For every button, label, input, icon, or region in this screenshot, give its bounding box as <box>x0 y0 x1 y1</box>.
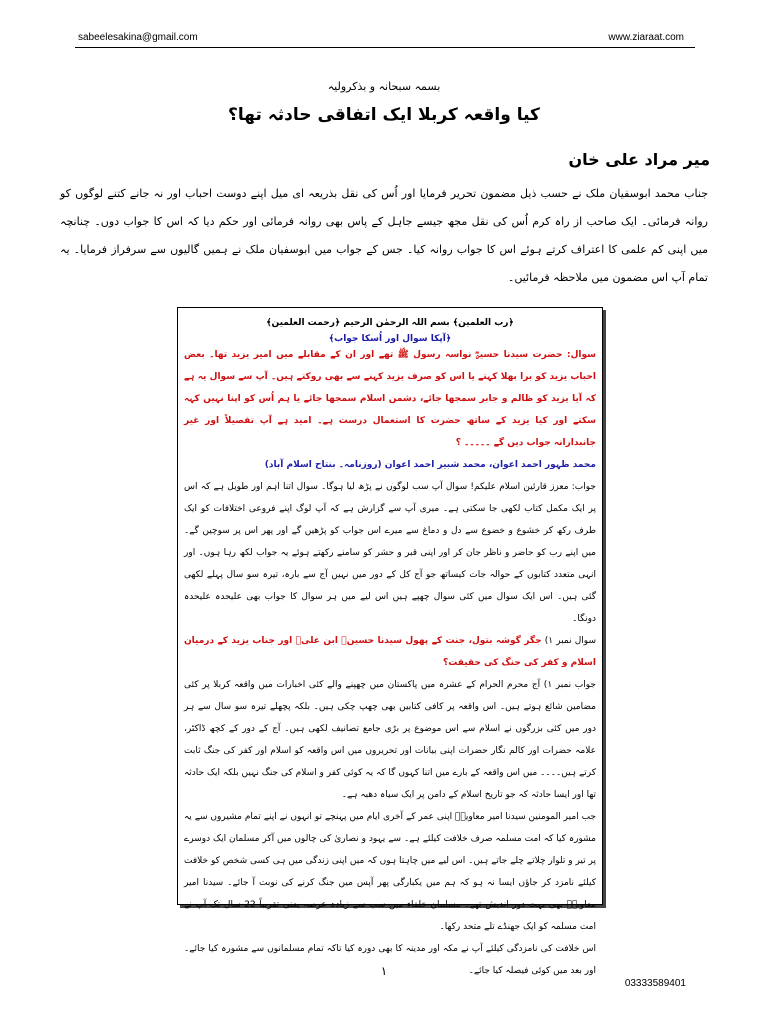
article-sub-bar: ﴿آپکا سوال اور اُسکا جواب﴾ <box>328 334 452 344</box>
question-paragraph: سوال: حضرت سیدنا حسینؓ نواسہ رسول ﷺ تھے اور ان کے مقابلے میں امیر یزید تھا۔ بعض احباب یزید کو برا بھلا کہتے یا اس کو صرف یزید کہنے سے بھی روکتے ہیں۔ آپ سے سوال یہ ہے کہ آیا یزید کو ظالم و جابر سمجھا جائے، دشمن اسلام سمجھا جائے یا ہم اُس کو اپنا نہیں کہہ سکتے اور کیا یزید کے ساتھ حضرت کا استعمال درست ہے۔ امید ہے آپ تفصیلاً اور غیر جانبدارانہ جواب دیں گے ۔۔۔۔۔ ؟ <box>184 350 596 448</box>
answer-paragraph-3: جب امیر المومنین سیدنا امیر معاویہؓ اپنی عمر کے آخری ایام میں پہنچے تو انہوں نے اپنے تمام مشیروں سے یہ مشورہ کیا کہ امت مسلمہ صرف خلافت کیلئے ہے۔ سے یہود و نصاریٰ کی چالوں میں آکر مسلمان ایک دوسرے پر تیر و تلوار چلاتے چلے جاتے ہیں۔ اس لیے میں چاہتا ہوں کہ میں اپنی زندگی میں ہی کسی شخص کو خلافت کیلئے نامزد کر جاؤں ایسا نہ ہو کہ ہم میں یکبارگی پھر آپس میں جنگ کرنے کی نوبت آ جائے۔ سیدنا امیر معاویہؓ بھی بہت دور اندیش تھے۔ مسلمان خلفاء میں سب سے زیادہ عرصہ یعنی تقریباً 22 سال تک آپ نے امت مسلمہ کو ایک جھنڈے تلے متحد رکھا۔ <box>184 812 596 932</box>
article-content <box>184 314 596 976</box>
document-title: کیا واقعہ کربلا ایک اتفاقی حادثہ تھا؟ <box>228 105 540 125</box>
answer-paragraph-4: اس خلافت کی نامزدگی کیلئے آپ نے مکہ اور مدینہ کا بھی دورہ کیا تاکہ تمام مسلمانوں سے مشورہ کیا جائے۔ اور بعد میں کوئی فیصلہ کیا جائے۔ <box>184 944 596 976</box>
footer-phone: 03333589401 <box>624 978 686 989</box>
question-1-line <box>184 630 596 674</box>
author-name: میر مراد علی خان <box>568 150 710 169</box>
page-number: ۱ <box>380 964 388 978</box>
header-divider <box>75 47 695 48</box>
question-1-label: سوال نمبر ۱) <box>544 636 596 646</box>
article-top-bar: ﴿رب العلمین﴾ بسم اللہ الرحمٰن الرحیم ﴿رحمت العلمین﴾ <box>266 318 514 328</box>
header-website: www.ziaraat.com <box>608 32 684 43</box>
bismillah-line: بسمہ سبحانہ و بذکرولیہ <box>327 80 441 93</box>
intro-paragraph: جناب محمد ابوسفیان ملک نے حسب ذیل مضمون تحریر فرمایا اور اُس کی نقل بذریعہ ای میل اپنے دوست احباب اور نہ جانے کتنے لوگوں کو روانہ فرمائی۔ ایک صاحب از راہ کرم اُس کی نقل مجھ جیسے جاہل کے پاس بھی روانہ فرمائی اور حکم دیا کہ اس کا جواب دوں۔ چنانچہ میں اپنی کم علمی کا اعتراف کرتے ہوئے اس کا جواب روانہ کیا۔ جس کے جواب میں ابوسفیان ملک نے ہمیں گالیوں سے سرفراز فرمایا۔ یہ تمام آپ اس مضمون میں ملاحظہ فرمائیں۔ <box>60 187 708 284</box>
question-signature: محمد ظہور احمد اعوان، محمد شبیر احمد اعوان (روزنامہ۔ بنتاح اسلام آباد) <box>264 460 596 470</box>
answer-paragraph-1: جواب: معزز قارئین اسلام علیکم! سوال آپ سب لوگوں نے پڑھ لیا ہوگا۔ سوال اتنا اہم اور طویل ہے کہ اس پر ایک مکمل کتاب لکھی جا سکتی ہے۔ میری آپ سے گزارش ہے کہ آپ لوگ اپنے فروعی اختلافات کو ایک طرف رکھ کر خشوع و خضوع سے دل و دماغ سے میرے اس جواب کو پڑھیں گے اور پھر اس پر سوچیں گے۔ میں اپنے رب کو حاضر و ناظر جان کر اور اپنی قبر و حشر کو سامنے رکھتے ہوئے یہ جواب لکھ رہا ہوں۔ اور انہی متعدد کتابوں کے حوالہ جات کیساتھ جو آج کل کے دور میں نہیں آج سے بارہ، تیرہ سو سال پہلے لکھی گئی ہیں۔ اس ایک سوال میں کئی سوال چھپے ہیں اس لیے میں ہر سوال کا جواب بھی علیحدہ علیحدہ دونگا۔ <box>184 482 596 624</box>
question-1-text: جگر گوشہ بتول، جنت کے پھول سیدنا حسینؓ ابن علیؓ اور جناب یزید کے درمیان اسلام و کفر کی جنگ کی حقیقت؟ <box>184 636 596 668</box>
answer-paragraph-2: جواب نمبر ۱) آج محرم الحرام کے عشرہ میں پاکستان میں چھپنے والے کئی اخبارات میں واقعہ کربلا پر کئی مضامین شائع ہوتے ہیں۔ اس واقعہ پر کافی کتابیں بھی چھپ چکی ہیں۔ بلکہ پچھلے تیرہ سو سال سے ہر دور میں کئی بزرگوں نے اسلام سے اس موضوع پر بڑی جامع تصانیف لکھی ہیں۔ آج کے دور کے کچھ ڈاکٹر، علامہ حضرات اور کالم نگار حضرات اپنی بیانات اور تحریروں میں اس واقعہ کو اسلام اور کفر کی جنگ ثابت کرتے ہیں۔۔۔۔ میں اس واقعہ کے بارے میں اتنا کہوں گا کہ یہ کوئی کفر و اسلام کی جنگ نہیں بلکہ ایک حادثہ تھا اور ایسا حادثہ کہ جو تاریخ اسلام کے دامن پر ایک سیاہ دھبہ ہے۔ <box>184 680 596 800</box>
scanned-article-box <box>177 307 603 976</box>
header-email: sabeelesakina@gmail.com <box>78 32 198 43</box>
